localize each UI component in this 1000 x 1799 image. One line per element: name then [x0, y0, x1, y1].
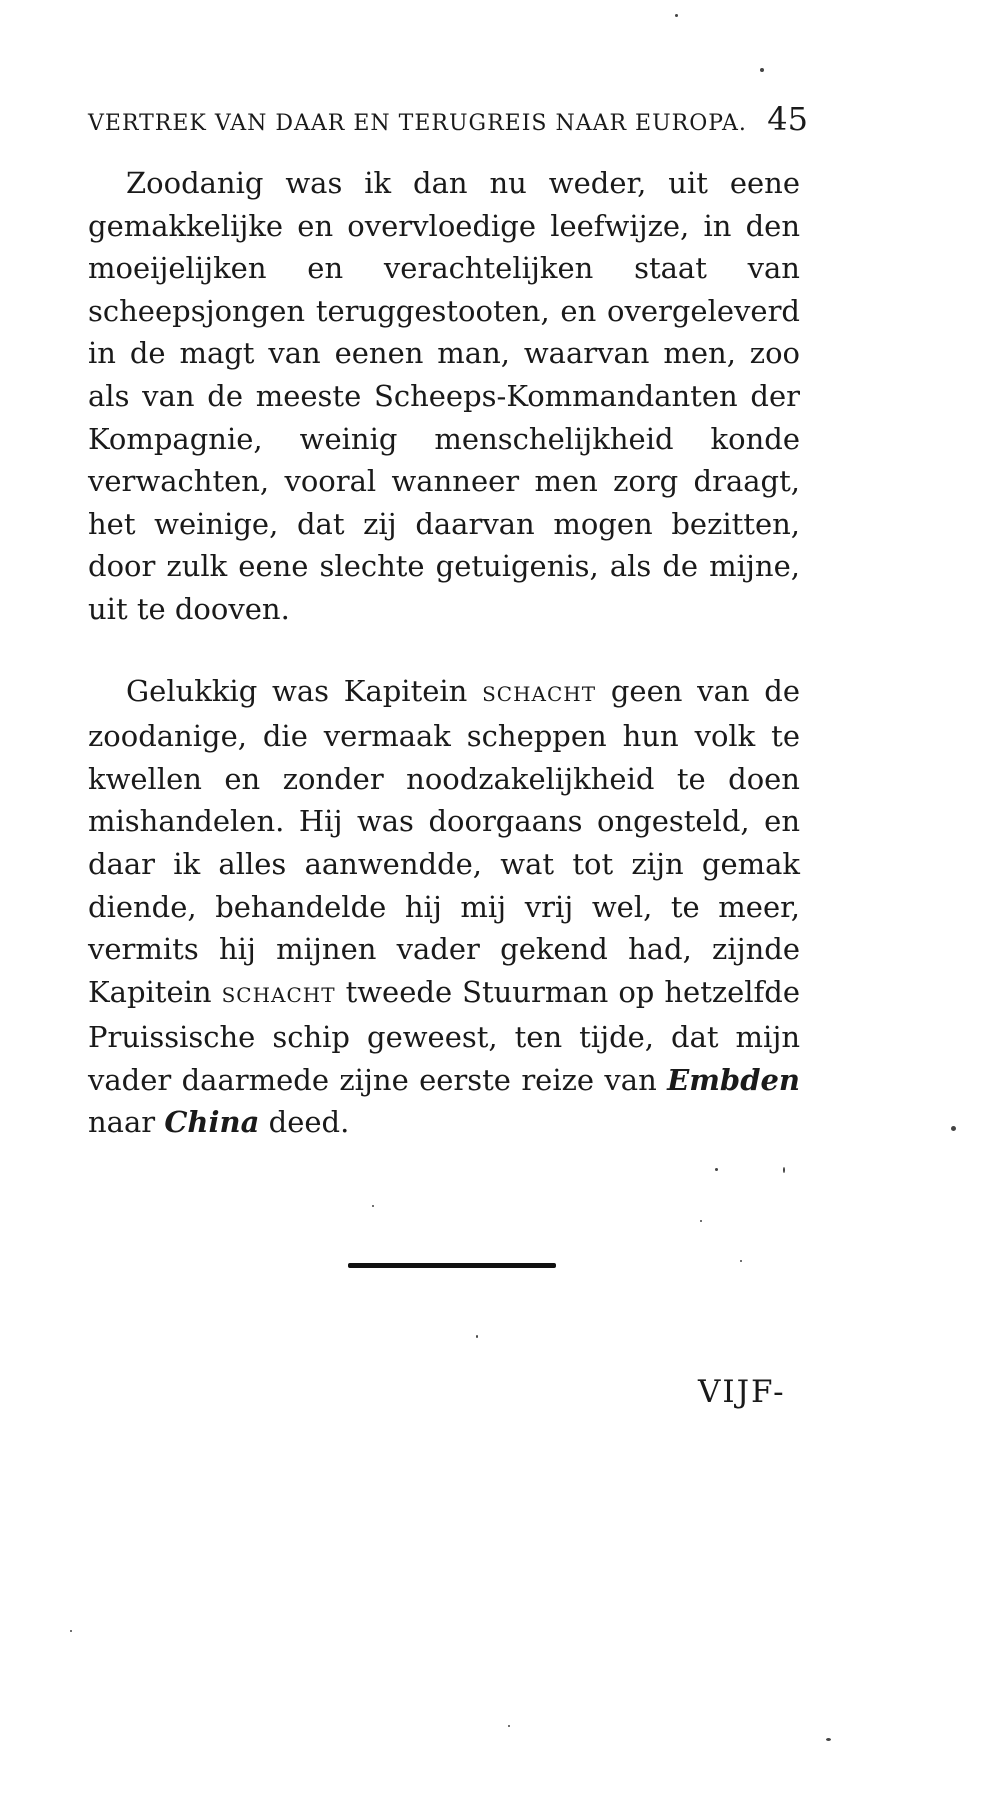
scan-speck	[372, 1205, 374, 1207]
paragraph-1: Zoodanig was ik dan nu weder, uit eene gemakkelijke en overvloedige leefwijze, in den moeijelijken en verachtelijken staat van scheepsjongen teruggestooten, en overgeleverd in de magt van eenen man, waarvan men, zoo als van de meeste Scheeps-Kommandanten der Kompagnie, weinig menschelijkheid konde verwachten, vooral wanneer men zorg draagt, het weinige, dat zij daarvan mogen bezitten, door zulk eene slechte getuigenis, als de mijne, uit te dooven.	[88, 166, 800, 626]
paragraph-2-segment-5: deed.	[268, 1105, 350, 1140]
scan-speck	[675, 14, 678, 17]
section-divider-rule	[348, 1263, 556, 1268]
paragraph-2-segment-3: tweede Stuurman op hetzelfde Pruissische schip geweest, ten tijde, dat mijn vader daarmede zijne eerste reize van	[88, 974, 801, 1097]
captain-name-2: SCHACHT	[221, 982, 336, 1007]
body-text	[88, 162, 800, 1144]
paragraph-2	[88, 670, 800, 1145]
scan-speck	[951, 1126, 956, 1131]
paragraph-2-segment-2: geen van de zoodanige, die vermaak scheppen hun volk te kwellen en zonder noodzakelijkheid te doen mishandelen. Hij was doorgaans ongesteld, en daar ik alles aanwendde, wat tot zijn gemak diende, behandelde hij mij vrij wel, te meer, vermits hij mijnen vader gekend had, zijnde Kapitein	[88, 673, 801, 1009]
place-china: China	[164, 1105, 260, 1140]
scan-speck	[760, 68, 764, 72]
paragraph-2-segment-4: naar	[88, 1105, 156, 1140]
scan-speck	[715, 1168, 718, 1171]
scan-speck	[700, 1220, 702, 1222]
scan-speck	[476, 1335, 478, 1338]
scan-speck	[508, 1725, 510, 1727]
running-title: VERTREK VAN DAAR EN TERUGREIS NAAR EUROPA.	[88, 111, 747, 136]
scan-speck	[826, 1738, 831, 1741]
page-number: 45	[767, 100, 808, 138]
running-head	[88, 100, 808, 140]
scan-speck	[783, 1167, 785, 1173]
scan-speck	[740, 1260, 742, 1262]
scan-speck	[70, 1630, 72, 1632]
paragraph-2-segment-1: Gelukkig was Kapitein	[126, 673, 468, 708]
captain-name-1: SCHACHT	[482, 681, 597, 706]
place-embden: Embden	[667, 1062, 801, 1097]
catchword: VIJF-	[698, 1374, 786, 1410]
